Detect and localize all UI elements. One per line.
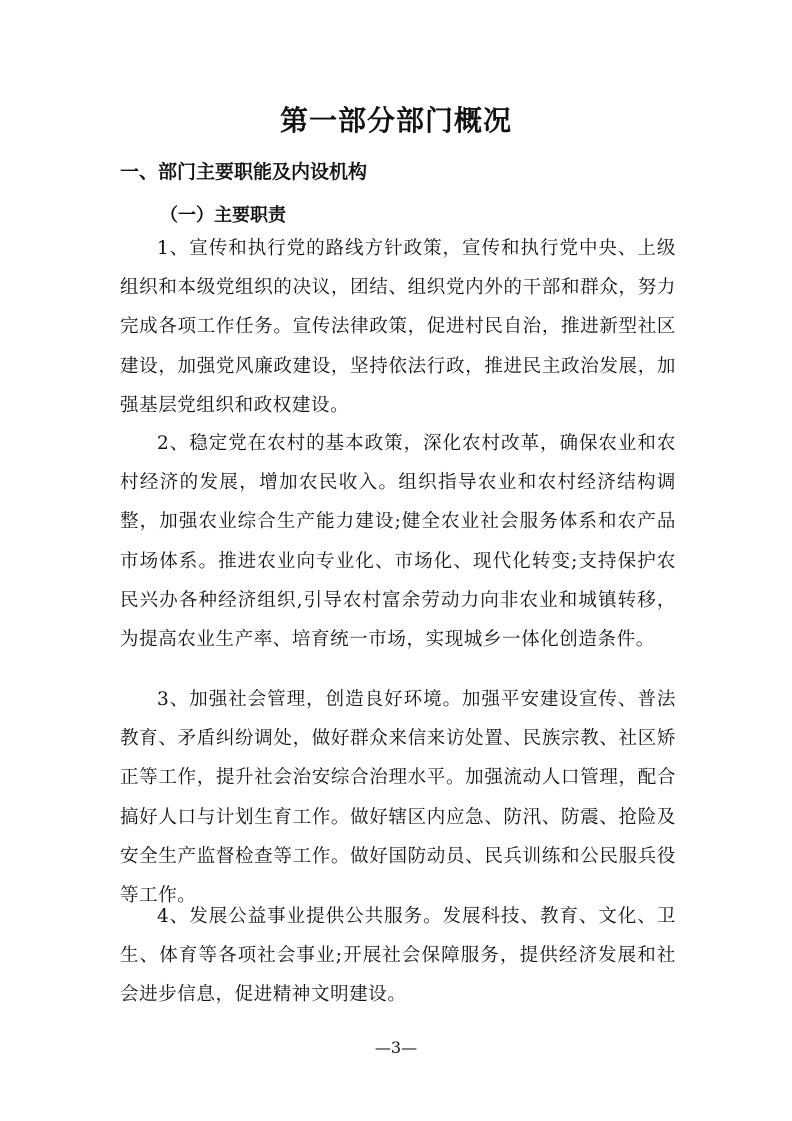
page-title: 第一部分部门概况 <box>279 104 512 137</box>
page-number: —3— <box>374 1038 418 1057</box>
section-heading: 一、部门主要职能及内设机构 <box>120 161 368 183</box>
paragraph-2: 2、稳定党在农村的基本政策，深化农村改革，确保农业和农村经济的发展，增加农民收入。组织指导农业和农村经济结构调整，加强农业综合生产能力建设;健全农业社会服务体系和农产品市场体系。推进农业向专业化、市场化、现代化转变;支持保护农民兴办各种经济组织,引导农村富余劳动力向非农业和城镇转移，为提高农业生产率、培育统一市场，实现城乡一体化创造条件。 <box>120 433 676 651</box>
paragraph-4: 4、发展公益事业提供公共服务。发展科技、教育、文化、卫生、体育等各项社会事业;开展社会保障服务，提供经济发展和社会进步信息，促进精神文明建设。 <box>120 906 676 1006</box>
subsection-heading: （一）主要职责 <box>160 205 286 226</box>
paragraph-3: 3、加强社会管理，创造良好环境。加强平安建设宣传、普法教育、矛盾纠纷调处，做好群众来信来访处置、民族宗教、社区矫正等工作，提升社会治安综合治理水平。加强流动人口管理，配合搞好人口与计划生育工作。做好辖区内应急、防汛、防震、抢险及安全生产监督检查等工作。做好国防动员、民兵训练和公民服兵役等工作。 <box>120 689 676 907</box>
paragraph-1: 1、宣传和执行党的路线方针政策，宣传和执行党中央、上级组织和本级党组织的决议，团结、组织党内外的干部和群众，努力完成各项工作任务。宣传法律政策，促进村民自治，推进新型社区建设，加强党风廉政建设，坚持依法行政，推进民主政治发展，加强基层党组织和政权建设。 <box>120 238 676 416</box>
